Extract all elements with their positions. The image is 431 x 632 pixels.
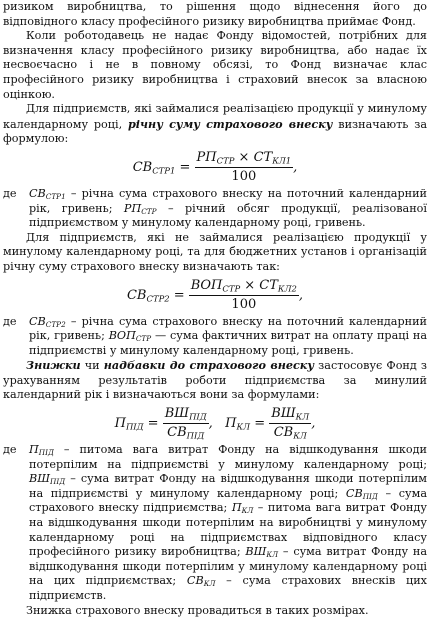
symbol: ВШ	[271, 406, 296, 422]
subscript: ПІД	[189, 411, 207, 422]
fraction	[269, 406, 311, 441]
text: визначають за формулою:	[3, 117, 427, 146]
subscript: КЛ1	[272, 155, 292, 166]
definitions-body	[29, 315, 427, 359]
subscript: СТР	[135, 334, 152, 344]
text: – річна сума страхового внеску на поточний календарний рік, гривень;	[29, 186, 427, 215]
text: – сума витрат Фонду на відшкодування шкоди потерпілим у минулому календарному році на цих підприємствах;	[29, 545, 427, 588]
subscript: ПІД	[186, 430, 205, 441]
symbol: П	[231, 501, 242, 515]
subscript: КЛ	[266, 550, 279, 560]
numerator	[269, 406, 311, 424]
definitions-1	[3, 187, 427, 231]
symbol: СТ	[253, 149, 273, 165]
symbol: П	[29, 443, 39, 457]
subscript: СТР	[222, 283, 241, 294]
punctuation: ,	[293, 159, 298, 175]
text: – питома вага витрат Фонду на відшкодування шкоди потерпілим на виробництві у минулому календарному році на підприємствах відповідного класу професійного ризику виробництва;	[29, 501, 427, 559]
subscript: КЛ	[203, 579, 216, 589]
equals-sign: =	[250, 416, 270, 432]
text: – сума страхового внеску підприємства;	[29, 486, 427, 515]
equals-sign: =	[169, 287, 189, 303]
symbol: СВ	[29, 186, 46, 200]
emphasis-surcharges: надбавки до страхового внеску	[103, 358, 315, 373]
symbol: СВ	[132, 159, 153, 175]
text: застосовує Фонд з урахуванням результатів роботи підприємства за минулий календарний рік і визначаються вони за формулами:	[3, 359, 427, 402]
denominator	[269, 424, 311, 441]
subscript: КЛ	[241, 506, 254, 516]
symbol: СВ	[345, 486, 363, 500]
text: — сума фактичних витрат на оплату праці на підприємстві у минулому календарному році, гривень.	[29, 329, 427, 357]
definitions-body	[29, 187, 427, 231]
text: – сума витрат Фонду на відшкодування шкоди потерпілим на підприємстві у минулому календарному році;	[29, 472, 427, 500]
subscript: ПІД	[125, 421, 144, 432]
symbol: СВ	[186, 574, 204, 588]
paragraph-5: Знижка страхового внеску провадиться в таких розмірах.	[26, 603, 369, 617]
subscript: КЛ	[293, 430, 307, 441]
fraction	[195, 150, 294, 185]
symbol: РП	[196, 149, 217, 165]
denominator: 100	[231, 296, 257, 312]
text: Для підприємств, які займалися реалізацією продукції у минулому календарному році,	[3, 102, 427, 131]
text: чи	[80, 359, 104, 373]
symbol: ВШ	[29, 472, 50, 486]
separator: ,	[208, 416, 226, 432]
numerator	[163, 406, 209, 424]
symbol: П	[225, 416, 237, 432]
paragraph-3: Для підприємств, які не займалися реалізацією продукції у минулому календарному році, та для бюджетних установ і організацій річну суму страхового внеску визначають так:	[3, 230, 427, 273]
paragraph-1: Коли роботодавець не надає Фонду відомостей, потрібних для визначення класу професійного ризику виробництва, або надає їх несвоєчасно і не в повному обсязі, то Фонд визначає клас професійного ризику виробництва і страховий внесок за власною оцінкою.	[3, 29, 427, 101]
paragraph-0: ризиком виробництва, то рішення щодо віднесення його до відповідного класу професійного ризику виробництва приймає Фонд.	[3, 0, 427, 28]
formula-2	[3, 278, 427, 313]
times-sign: ×	[234, 149, 254, 165]
paragraph-4	[3, 358, 427, 403]
emphasis-discounts: Знижки	[26, 358, 81, 373]
subscript: КЛ	[295, 411, 310, 422]
numerator	[189, 278, 299, 296]
times-sign: ×	[240, 277, 260, 293]
fraction	[189, 278, 299, 313]
subscript: КЛ	[236, 421, 251, 432]
formula-3	[3, 406, 427, 441]
symbol: СВ	[167, 425, 187, 441]
definitions-label: де	[3, 443, 17, 457]
equals-sign: =	[175, 159, 195, 175]
fraction	[163, 406, 209, 441]
symbol: СТ	[259, 277, 278, 293]
definitions-label: де	[3, 186, 17, 200]
denominator: 100	[231, 168, 257, 184]
definitions-label: де	[3, 314, 17, 328]
emphasis-annual-sum: річну суму страхового внеску	[127, 116, 333, 131]
symbol: ВШ	[164, 406, 190, 422]
subscript: СТР	[216, 155, 235, 166]
definitions-2	[3, 315, 427, 359]
text: – питома вага витрат Фонду на відшкодування шкоди потерпілим на підприємстві у минулому календарному році;	[29, 443, 427, 471]
definitions-body	[29, 443, 427, 604]
subscript: СТР2	[45, 319, 66, 329]
symbol: ВОП	[190, 277, 223, 293]
text: – річна сума страхового внеску на поточний календарний рік, гривень;	[29, 314, 427, 343]
symbol: СВ	[29, 314, 46, 328]
symbol: СВ	[273, 425, 294, 441]
subscript: СТР2	[146, 293, 170, 304]
punctuation: ,	[298, 287, 304, 303]
subscript: ПІД	[50, 477, 66, 487]
subscript: СТР1	[45, 192, 66, 202]
symbol: РП	[123, 201, 142, 215]
subscript: СТР	[141, 206, 157, 216]
symbol: П	[114, 416, 126, 432]
symbol: ВШ	[245, 545, 267, 559]
subscript: ПІД	[362, 492, 378, 502]
subscript: КЛ2	[277, 283, 297, 294]
equals-sign: =	[143, 416, 163, 432]
definitions-3	[3, 443, 427, 604]
paragraph-2	[3, 102, 427, 147]
text: – річний обсяг продукції, реалізованої підприємством у минулому календарному році, гривень.	[29, 201, 427, 230]
subscript: СТР1	[152, 165, 176, 176]
symbol: СВ	[126, 287, 147, 303]
formula-1	[3, 150, 427, 185]
subscript: ПІД	[38, 448, 54, 458]
numerator	[195, 150, 294, 168]
denominator	[163, 424, 209, 441]
text: – сума страхових внесків цих підприємств.	[29, 574, 427, 602]
punctuation: ,	[311, 416, 316, 432]
symbol: ВОП	[108, 329, 136, 343]
